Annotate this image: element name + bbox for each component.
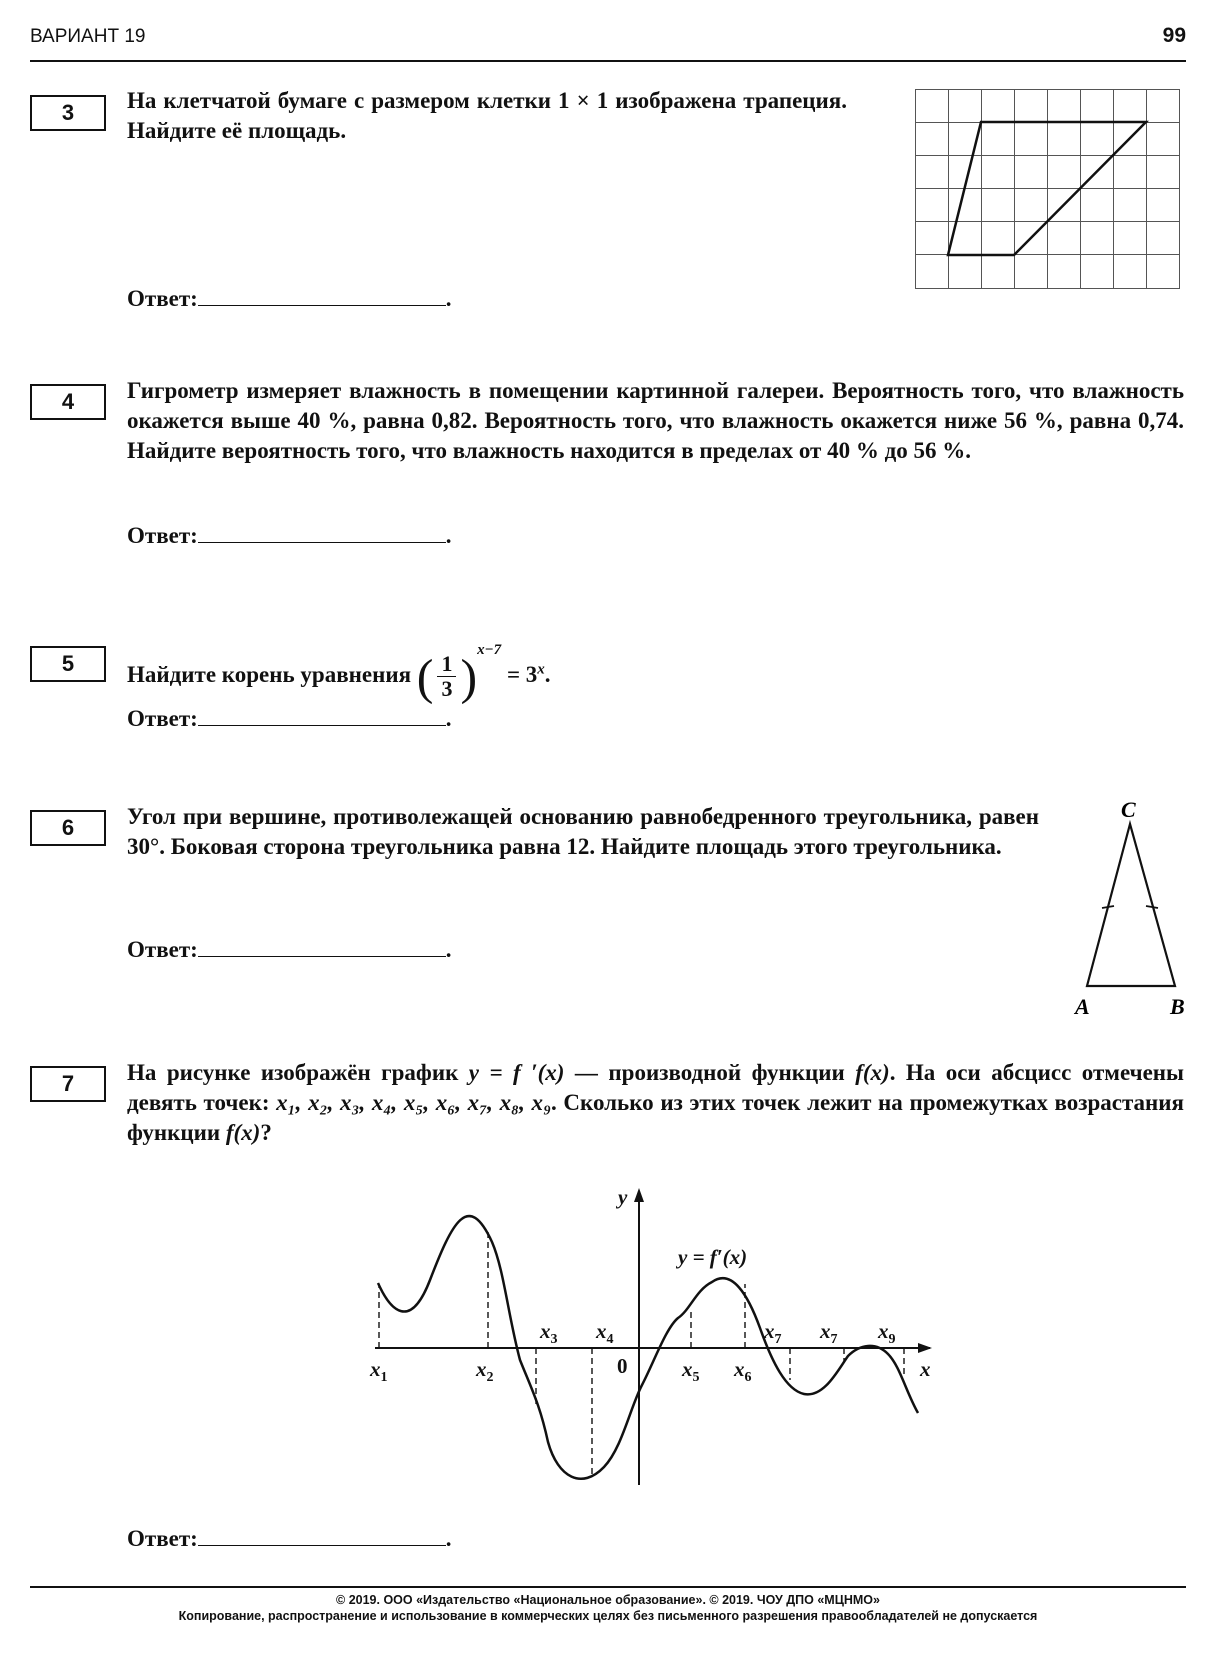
vertex-label-c: C xyxy=(1121,797,1136,822)
task-number-7: 7 xyxy=(30,1066,106,1102)
triangle-figure xyxy=(1065,790,1195,1020)
task-7-text: На рисунке изображён график y = f ′(x) — производной функции f(x). На оси абсцисс отмечены девять точек: x₁, x₂, x₃, x₄, x₅, x₆, x₇, x₈, x₉. Сколько из этих точек лежит на промежутках возрастания функции f(x)? xyxy=(127,1060,1184,1145)
variant-title: ВАРИАНТ 19 xyxy=(30,26,146,47)
task-6-text: Угол при вершине, противолежащей основанию равнобедренного треугольника, равен 30°. Боковая сторона треугольника равна 12. Найдите площадь этого треугольника. xyxy=(127,804,1039,859)
task-5-question: Найдите корень уравнения xyxy=(127,662,412,687)
axis-label-y: y xyxy=(618,1185,628,1209)
footer-line-2: Копирование, распространение и использование в коммерческих целях без письменного разрешения правообладателей не допускается xyxy=(178,1609,1038,1623)
label-x3: $x_3$ xyxy=(540,1319,558,1347)
task-number-4: 4 xyxy=(30,384,106,420)
label-x7-first: $x_7$ xyxy=(764,1319,782,1347)
answer-line-6[interactable]: Ответ: . xyxy=(127,934,452,964)
label-x6: $x_6$ xyxy=(734,1357,752,1385)
derivative-graph xyxy=(360,1180,960,1500)
answer-line-4[interactable]: Ответ: . xyxy=(127,520,452,550)
page-number: 99 xyxy=(1162,24,1186,47)
page-header xyxy=(30,22,1186,62)
axis-label-x: x xyxy=(920,1357,931,1381)
task-5-text: Найдите корень уравнения ( $\frac{1}{3}$ )$^{x-7} = 3^x$. xyxy=(127,642,551,705)
trapezoid-grid-figure xyxy=(915,89,1185,291)
equation-fraction: $\frac{1}{3}$ xyxy=(437,652,456,701)
label-x2: $x_2$ xyxy=(476,1357,494,1385)
answer-line-3[interactable]: Ответ: . xyxy=(127,283,452,313)
label-x9: $x_9$ xyxy=(878,1319,896,1347)
origin-label: 0 xyxy=(617,1354,628,1378)
task-number-3: 3 xyxy=(30,95,106,131)
footer-line-1: © 2019. ООО «Издательство «Национальное образование». © 2019. ЧОУ ДПО «МЦНМО» xyxy=(336,1593,880,1607)
answer-line-7[interactable]: Ответ: . xyxy=(127,1523,452,1553)
label-x5: $x_5$ xyxy=(682,1357,700,1385)
task-4-text: Гигрометр измеряет влажность в помещении картинной галереи. Вероятность того, что влажность окажется выше 40 %, равна 0,82. Вероятность того, что влажность окажется ниже 56 %, равна 0,74. Найдите вероятность того, что влажность находится в пределах от 40 % до 56 %. xyxy=(127,378,1184,463)
vertex-label-b: B xyxy=(1170,994,1185,1019)
label-x1: $x_1$ xyxy=(370,1357,388,1385)
label-x7-second: $x_7$ xyxy=(820,1319,838,1347)
answer-line-5[interactable]: Ответ: . xyxy=(127,703,452,733)
copyright-footer xyxy=(30,1586,1186,1624)
vertex-label-a: A xyxy=(1075,994,1090,1019)
task-number-5: 5 xyxy=(30,646,106,682)
task-number-6: 6 xyxy=(30,810,106,846)
curve-label: y = f′(x) xyxy=(678,1245,748,1269)
task-3-text: На клетчатой бумаге с размером клетки 1 × 1 изображена трапеция. Найдите её площадь. xyxy=(127,88,847,143)
label-x4: $x_4$ xyxy=(596,1319,614,1347)
